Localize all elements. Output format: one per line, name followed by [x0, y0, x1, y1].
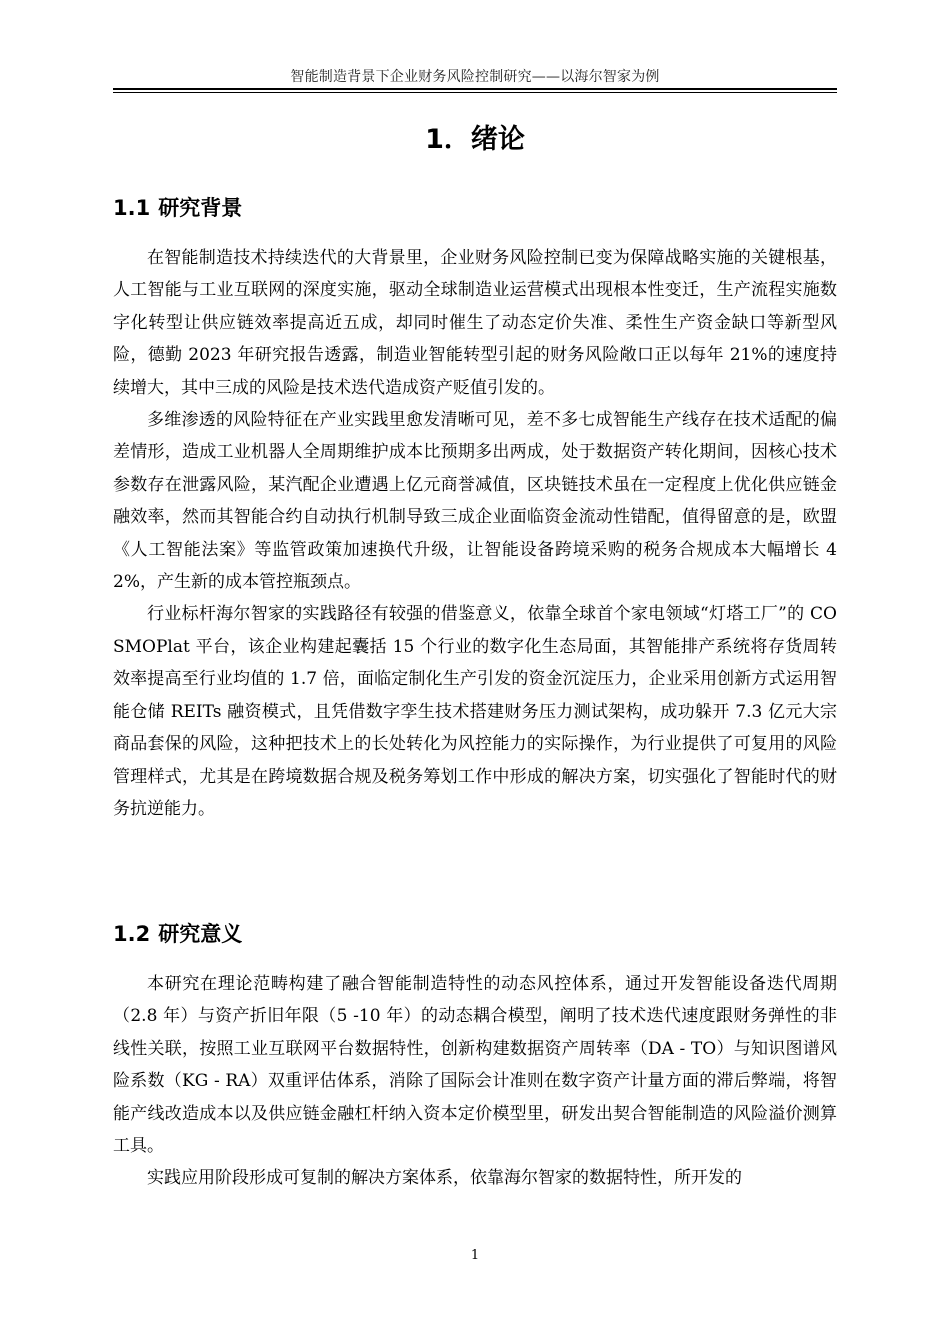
- section-body-background: [113, 242, 837, 825]
- body-paragraph: 在智能制造技术持续迭代的大背景里，企业财务风险控制已变为保障战略实施的关键根基，人工智能与工业互联网的深度实施，驱动全球制造业运营模式出现根本性变迁，生产流程实施数字化转型让供应链效率提高近五成，却同时催生了动态定价失准、柔性生产资金缺口等新型风险，德勤 2023 年研究报告透露，制造业智能转型引起的财务风险敞口正以每年 21%的速度持续增大，其中三成的风险是技术迭代造成资产贬值引发的。: [113, 248, 837, 398]
- section-number: 1.1: [113, 196, 151, 220]
- body-paragraph: 多维渗透的风险特征在产业实践里愈发清晰可见，差不多七成智能生产线存在技术适配的偏差情形，造成工业机器人全周期维护成本比预期多出两成，处于数据资产转化期间，因核心技术参数存在泄露风险，某汽配企业遭遇上亿元商誉减值，区块链技术虽在一定程度上优化供应链金融效率，然而其智能合约自动执行机制导致三成企业面临资金流动性错配，值得留意的是，欧盟《人工智能法案》等监管政策加速换代升级，让智能设备跨境采购的税务合规成本大幅增长 42%，产生新的成本管控瓶颈点。: [113, 410, 837, 593]
- section-heading-background: [113, 193, 242, 223]
- section-body-significance: [113, 968, 837, 1195]
- running-header: 智能制造背景下企业财务风险控制研究——以海尔智家为例: [290, 69, 660, 85]
- header-rule: [113, 88, 837, 90]
- chapter-title: 1．绪论: [425, 124, 525, 155]
- header-rule-thin: [113, 92, 837, 93]
- section-number: 1.2: [113, 922, 151, 946]
- page-number: 1: [470, 1248, 480, 1263]
- body-paragraph: 本研究在理论范畴构建了融合智能制造特性的动态风控体系，通过开发智能设备迭代周期（2.8 年）与资产折旧年限（5 -10 年）的动态耦合模型，阐明了技术迭代速度跟财务弹性的非线性关联，按照工业互联网平台数据特性，创新构建数据资产周转率（DA - TO）与知识图谱风险系数（KG - RA）双重评估体系，消除了国际会计准则在数字资产计量方面的滞后弊端，将智能产线改造成本以及供应链金融杠杆纳入资本定价模型里，研发出契合智能制造的风险溢价测算工具。: [113, 974, 837, 1157]
- section-heading-significance: [113, 919, 242, 949]
- section-title: 研究背景: [158, 196, 243, 220]
- body-paragraph: 行业标杆海尔智家的实践路径有较强的借鉴意义，依靠全球首个家电领域“灯塔工厂”的 COSMOPlat 平台，该企业构建起囊括 15 个行业的数字化生态局面，其智能排产系统将存货周转效率提高至行业均值的 1.7 倍，面临定制化生产引发的资金沉淀压力，企业采用创新方式运用智能仓储 REITs 融资模式，且凭借数字孪生技术搭建财务压力测试架构，成功躲开 7.3 亿元大宗商品套保的风险，这种把技术上的长处转化为风控能力的实际操作，为行业提供了可复用的风险管理样式，尤其是在跨境数据合规及税务筹划工作中形成的解决方案，切实强化了智能时代的财务抗逆能力。: [113, 604, 837, 819]
- body-paragraph: 实践应用阶段形成可复制的解决方案体系，依靠海尔智家的数据特性，所开发的: [147, 1168, 742, 1189]
- section-title: 研究意义: [158, 922, 243, 946]
